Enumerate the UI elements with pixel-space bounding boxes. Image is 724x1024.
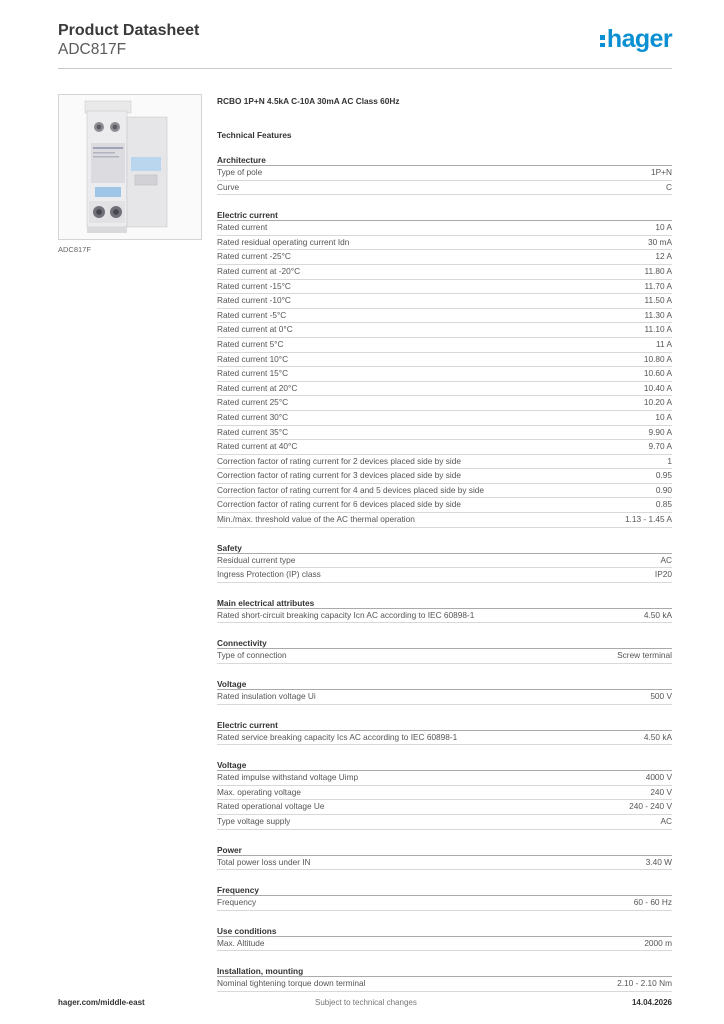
feature-label: Max. operating voltage (217, 786, 301, 797)
footer-date: 14.04.2026 (631, 998, 672, 1007)
feature-label: Rated current -25°C (217, 251, 291, 262)
feature-value: IP20 (654, 569, 672, 580)
feature-row (217, 731, 672, 746)
feature-value: 10.20 A (643, 397, 672, 408)
feature-value: 0.90 (655, 484, 672, 495)
feature-row (217, 513, 672, 528)
feature-value: 12 A (655, 251, 672, 262)
feature-value: 11 A (656, 338, 672, 349)
feature-row (217, 280, 672, 295)
section-title: Use conditions (217, 926, 672, 937)
feature-label: Rated operational voltage Ue (217, 801, 325, 812)
feature-row (217, 353, 672, 368)
feature-row (217, 455, 672, 470)
image-caption: ADC817F (58, 245, 91, 254)
feature-label: Rated current 30°C (217, 411, 289, 422)
feature-row (217, 221, 672, 236)
feature-row (217, 396, 672, 411)
feature-value: 10 A (655, 411, 672, 422)
feature-label: Correction factor of rating current for 4 and 5 devices placed side by side (217, 484, 485, 495)
feature-value: 1 (667, 455, 672, 466)
feature-value: C (666, 181, 672, 192)
feature-value: 0.85 (655, 499, 672, 510)
section-title: Electric current (217, 210, 672, 221)
feature-label: Rated insulation voltage Ui (217, 691, 316, 702)
feature-value: 11.80 A (644, 265, 672, 276)
section-title: Architecture (217, 155, 672, 166)
feature-section (217, 543, 672, 583)
feature-label: Rated residual operating current Idn (217, 236, 350, 247)
feature-row (217, 411, 672, 426)
feature-label: Curve (217, 181, 240, 192)
feature-row (217, 426, 672, 441)
feature-value: 0.95 (655, 470, 672, 481)
feature-value: 240 - 240 V (629, 801, 672, 812)
feature-label: Nominal tightening torque down terminal (217, 978, 366, 989)
feature-label: Rated short-circuit breaking capacity Icn AC according to IEC 60898-1 (217, 609, 475, 620)
feature-label: Rated current (217, 222, 268, 233)
feature-value: 1.13 - 1.45 A (624, 514, 672, 525)
feature-value: AC (660, 554, 672, 565)
section-title: Frequency (217, 885, 672, 896)
feature-row (217, 440, 672, 455)
feature-row (217, 309, 672, 324)
rcbo-device-icon (59, 95, 201, 239)
feature-value: 9.90 A (648, 426, 672, 437)
feature-row (217, 469, 672, 484)
feature-sections (217, 155, 672, 992)
feature-label: Rated current -15°C (217, 280, 291, 291)
section-title: Connectivity (217, 638, 672, 649)
feature-row (217, 181, 672, 196)
page-header (58, 22, 672, 68)
feature-value: Screw terminal (617, 650, 672, 661)
feature-value: 4.50 kA (643, 731, 672, 742)
footer-notice: Subject to technical changes (315, 998, 417, 1007)
feature-label: Correction factor of rating current for 6 devices placed side by side (217, 499, 461, 510)
feature-value: 60 - 60 Hz (633, 897, 672, 908)
feature-label: Type voltage supply (217, 816, 291, 826)
feature-label: Residual current type (217, 554, 296, 565)
feature-row (217, 771, 672, 786)
feature-row (217, 382, 672, 397)
feature-label: Ingress Protection (IP) class (217, 569, 321, 580)
logo-wordmark: hager (606, 25, 672, 53)
document-title: Product Datasheet (58, 22, 200, 39)
feature-label: Total power loss under IN (217, 856, 311, 867)
feature-label: Rated current 25°C (217, 397, 289, 408)
feature-section (217, 638, 672, 664)
feature-label: Rated current at 20°C (217, 382, 298, 393)
product-description: RCBO 1P+N 4.5kA C-10A 30mA AC Class 60Hz (217, 96, 400, 106)
feature-row (217, 250, 672, 265)
feature-row (217, 166, 672, 181)
feature-label: Rated current at 40°C (217, 441, 298, 452)
section-title: Electric current (217, 720, 672, 731)
technical-content (217, 96, 672, 992)
footer-website: hager.com/middle-east (58, 998, 145, 1007)
feature-label: Rated current -10°C (217, 295, 291, 306)
feature-value: 11.10 A (644, 324, 672, 335)
feature-label: Rated current at 0°C (217, 324, 293, 335)
feature-row (217, 937, 672, 952)
feature-label: Rated current 15°C (217, 368, 289, 379)
feature-value: 11.70 A (644, 280, 672, 291)
feature-row (217, 498, 672, 513)
feature-section (217, 155, 672, 195)
feature-row (217, 338, 672, 353)
hager-logo (600, 26, 672, 56)
feature-row (217, 977, 672, 992)
feature-label: Correction factor of rating current for 2 devices placed side by side (217, 455, 461, 466)
feature-row (217, 690, 672, 705)
feature-row (217, 815, 672, 830)
feature-value: 2.10 - 2.10 Nm (617, 978, 672, 989)
feature-row (217, 568, 672, 583)
feature-row (217, 786, 672, 801)
feature-value: 30 mA (648, 236, 672, 247)
product-reference: ADC817F (58, 41, 127, 58)
feature-label: Rated current 5°C (217, 338, 284, 349)
feature-value: 10.40 A (643, 382, 672, 393)
feature-row (217, 896, 672, 911)
feature-value: 10.60 A (643, 368, 672, 379)
feature-value: 1P+N (651, 167, 672, 177)
feature-label: Frequency (217, 897, 257, 908)
feature-value: 11.50 A (644, 295, 672, 306)
section-title: Main electrical attributes (217, 598, 672, 609)
feature-label: Rated current 35°C (217, 426, 289, 437)
section-title: Voltage (217, 760, 672, 771)
feature-row (217, 294, 672, 309)
logo-dots-icon (600, 35, 605, 47)
feature-section (217, 760, 672, 829)
feature-row (217, 554, 672, 569)
feature-section (217, 720, 672, 746)
feature-row (217, 484, 672, 499)
feature-label: Max. Altitude (217, 937, 265, 948)
feature-row (217, 856, 672, 871)
feature-value: 2000 m (644, 937, 672, 948)
feature-label: Rated current 10°C (217, 353, 289, 364)
feature-value: 4000 V (645, 772, 672, 783)
feature-section (217, 679, 672, 705)
feature-value: 10 A (655, 222, 672, 233)
feature-label: Type of pole (217, 167, 263, 177)
section-title: Power (217, 845, 672, 856)
feature-value: AC (660, 816, 672, 826)
feature-row (217, 265, 672, 280)
feature-label: Type of connection (217, 650, 287, 661)
product-image (58, 94, 202, 240)
feature-section (217, 210, 672, 527)
header-divider (58, 68, 672, 69)
feature-label: Rated current -5°C (217, 309, 287, 320)
feature-value: 9.70 A (648, 441, 672, 452)
section-title: Installation, mounting (217, 966, 672, 977)
section-title: Safety (217, 543, 672, 554)
feature-value: 3.40 W (645, 856, 672, 867)
feature-label: Rated impulse withstand voltage Uimp (217, 772, 359, 783)
feature-label: Min./max. threshold value of the AC thermal operation (217, 514, 415, 525)
feature-row (217, 649, 672, 664)
feature-value: 10.80 A (643, 353, 672, 364)
feature-label: Rated service breaking capacity Ics AC according to IEC 60898-1 (217, 731, 458, 742)
feature-section (217, 598, 672, 624)
feature-section (217, 845, 672, 871)
feature-value: 4.50 kA (643, 609, 672, 620)
feature-row (217, 800, 672, 815)
feature-row (217, 323, 672, 338)
feature-section (217, 966, 672, 992)
section-title: Voltage (217, 679, 672, 690)
feature-label: Correction factor of rating current for 3 devices placed side by side (217, 470, 461, 481)
feature-row (217, 236, 672, 251)
technical-features-heading: Technical Features (217, 130, 292, 140)
feature-value: 11.30 A (644, 309, 672, 320)
feature-label: Rated current at -20°C (217, 265, 301, 276)
feature-section (217, 885, 672, 911)
feature-row (217, 609, 672, 624)
feature-section (217, 926, 672, 952)
feature-row (217, 367, 672, 382)
feature-value: 500 V (650, 691, 672, 702)
feature-value: 240 V (650, 786, 672, 797)
